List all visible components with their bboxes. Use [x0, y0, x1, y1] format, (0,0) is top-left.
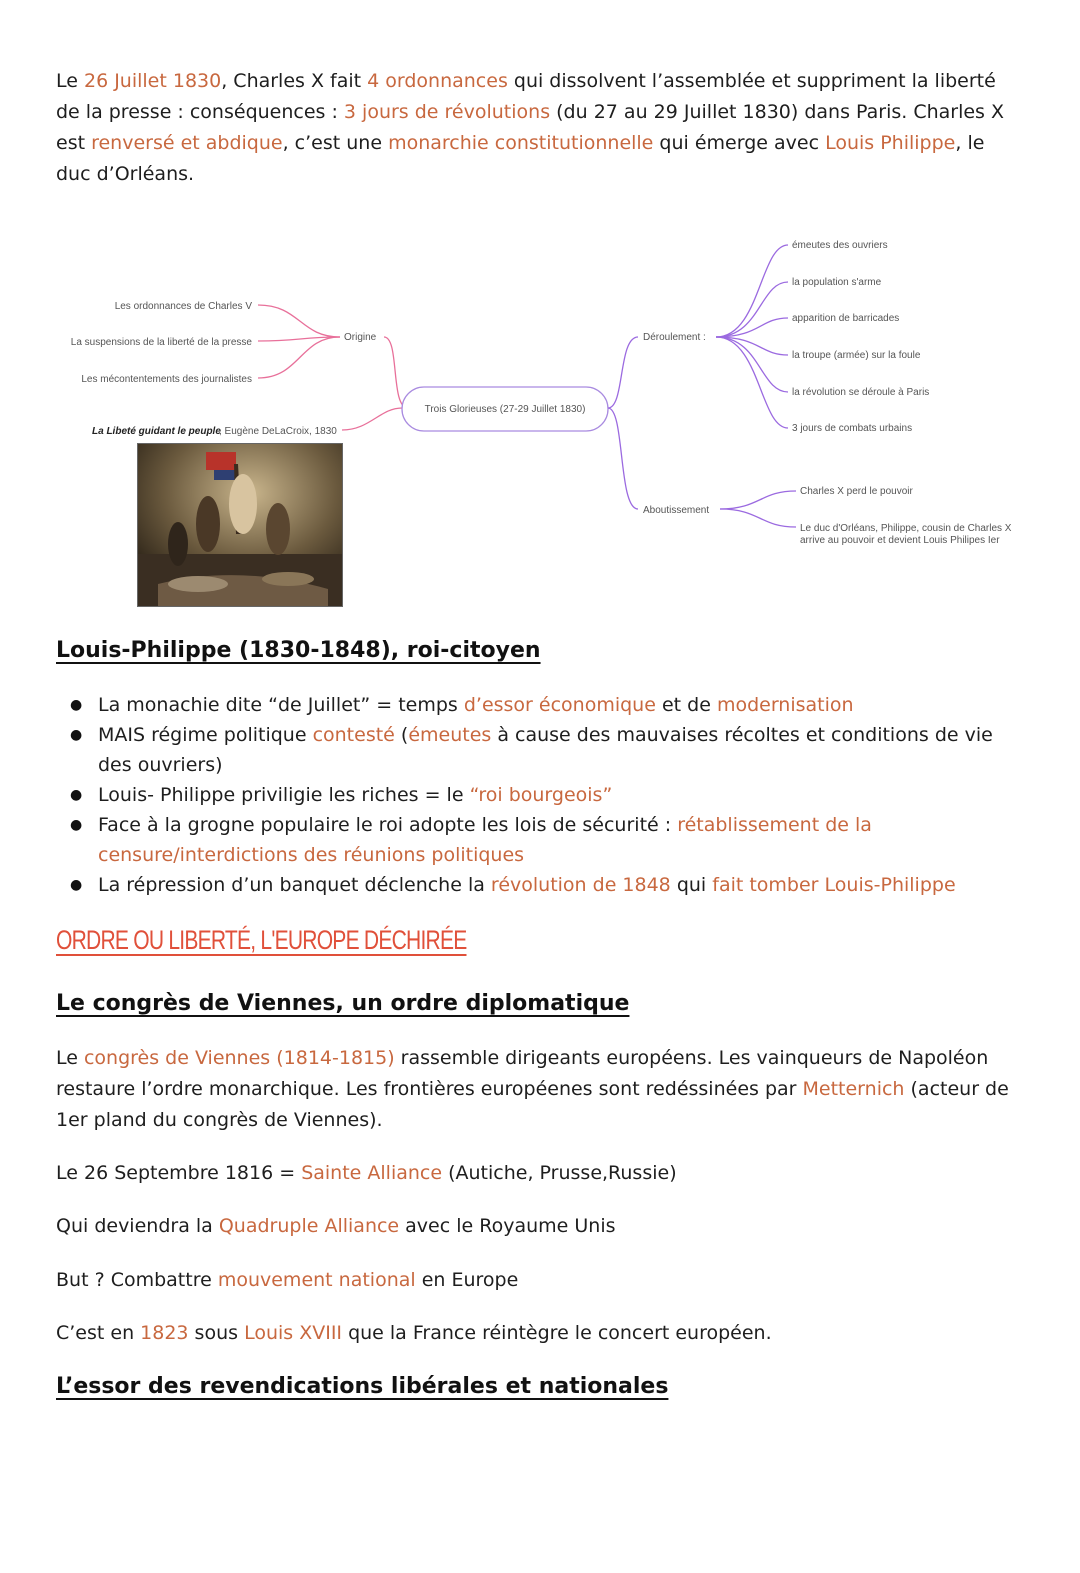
text: , Charles X fait	[221, 70, 368, 92]
highlight: Louis XVIII	[244, 1322, 343, 1344]
aboutissement-item-2-line-1: Le duc d'Orléans, Philippe, cousin de Charles X	[800, 523, 1012, 534]
highlight: Metternich	[802, 1078, 905, 1100]
text: Qui deviendra la	[56, 1215, 219, 1237]
text: à cause des mauvaises récoltes et conditions de vie des ouvriers)	[98, 724, 993, 776]
text: Louis- Philippe priviligie les riches = le	[98, 784, 470, 806]
text: en Europe	[415, 1269, 519, 1291]
highlight: renversé et abdique	[91, 132, 283, 154]
text: avec le Royaume Unis	[399, 1215, 616, 1237]
aboutissement-link-1	[720, 491, 796, 509]
deroulement-link-3	[716, 318, 788, 337]
highlight: modernisation	[716, 694, 854, 716]
text: qui émerge avec	[653, 132, 826, 154]
text: La monachie dite “de Juillet” = temps	[98, 694, 464, 716]
deroulement-link-6	[716, 337, 788, 428]
text: C’est en	[56, 1322, 141, 1344]
aboutissement-link-2	[720, 509, 796, 527]
highlight: 26 Juillet 1830	[83, 70, 222, 92]
highlight: émeutes	[408, 724, 492, 746]
deroulement-item-4: la troupe (armée) sur la foule	[792, 350, 921, 361]
origine-item-1: Les ordonnances de Charles V	[114, 301, 252, 312]
text: Le 26 Septembre 1816 =	[56, 1162, 302, 1184]
text: (acteur de 1er pland du congrès de Viennes).	[56, 1078, 1009, 1131]
highlight: Quadruple Alliance	[218, 1215, 400, 1237]
text: rassemble dirigeants européens. Les vainqueurs de Napoléon restaure l’ordre monarchique. Les frontières européenes sont redéssinées par	[56, 1047, 989, 1100]
essor-heading: L’essor des revendications libérales et nationales	[56, 1374, 669, 1399]
list-item	[56, 810, 1024, 870]
highlight: 4 ordonnances	[367, 70, 508, 92]
text: MAIS régime politique	[98, 724, 313, 746]
origine-link-1	[258, 305, 340, 337]
origine-to-center	[384, 337, 408, 408]
but-line	[56, 1265, 518, 1296]
intro-paragraph	[56, 66, 1024, 190]
mind-map	[0, 225, 1024, 615]
vienne-heading: Le congrès de Viennes, un ordre diplomatique	[56, 991, 630, 1016]
aboutissement-item-2-line-2: arrive au pouvoir et devient Louis Philipes Ier	[800, 535, 1000, 546]
text: qui dissolvent l’assemblée et suppriment la liberté de la presse : conséquences :	[56, 70, 996, 123]
highlight: Louis Philippe	[825, 132, 956, 154]
painting-image	[137, 443, 343, 607]
louis-philippe-heading: Louis-Philippe (1830-1848), roi-citoyen	[56, 638, 541, 663]
deroulement-label: Déroulement :	[643, 332, 706, 343]
deroulement-link-5	[716, 337, 788, 392]
text: que la France réintègre le concert européen.	[342, 1322, 772, 1344]
text: Face à la grogne populaire le roi adopte les lois de sécurité :	[98, 814, 678, 836]
highlight: rétablissement de la censure/interdictions des réunions politiques	[98, 814, 872, 866]
highlight: 1823	[140, 1322, 189, 1344]
painting-caption-author: , Eugène DeLaCroix, 1830	[219, 426, 337, 437]
origine-item-2: La suspensions de la liberté de la presse	[70, 337, 252, 348]
text: qui	[670, 874, 713, 896]
painting-illustration	[138, 444, 342, 606]
deroulement-item-6: 3 jours de combats urbains	[792, 423, 913, 434]
list-item	[56, 690, 1024, 720]
text: , c’est une	[282, 132, 389, 154]
highlight: d’essor économique	[463, 694, 656, 716]
center-label: Trois Glorieuses (27-29 Juillet 1830)	[424, 404, 586, 415]
list-item	[56, 870, 1024, 900]
deroulement-item-3: apparition de barricades	[792, 313, 900, 324]
text: Le	[56, 1047, 84, 1069]
highlight: mouvement national	[217, 1269, 416, 1291]
vienne-paragraph	[56, 1043, 1024, 1136]
text: sous	[188, 1322, 245, 1344]
list-item	[56, 720, 1024, 780]
text: But ? Combattre	[56, 1269, 218, 1291]
list-item	[56, 780, 1024, 810]
deroulement-item-2: la population s'arme	[792, 277, 882, 288]
text: Le	[56, 70, 84, 92]
highlight: monarchie constitutionnelle	[388, 132, 654, 154]
deroulement-item-1: émeutes des ouvriers	[792, 240, 888, 251]
text: (Autiche, Prusse,Russie)	[442, 1162, 677, 1184]
origine-item-3: Les mécontentements des journalistes	[81, 374, 252, 385]
text: et de	[655, 694, 717, 716]
highlight: “roi bourgeois”	[469, 784, 613, 806]
aboutissement-item-1: Charles X perd le pouvoir	[800, 486, 913, 497]
highlight: congrès de Viennes (1814-1815)	[83, 1047, 395, 1069]
highlight: Sainte Alliance	[301, 1162, 443, 1184]
louis-philippe-list	[56, 690, 1024, 900]
section-title: ORDRE OU LIBERTÉ, L'EUROPE DÉCHIRÉE	[56, 925, 467, 955]
deroulement-item-5: la révolution se déroule à Paris	[792, 387, 930, 398]
sainte-alliance-line	[56, 1158, 677, 1189]
text: La répression d’un banquet déclenche la	[98, 874, 491, 896]
highlight: 3 jours de révolutions	[343, 101, 551, 123]
origine-link-3	[258, 337, 340, 378]
text: , le duc d’Orléans.	[56, 132, 985, 185]
center-to-aboutissement	[608, 408, 638, 509]
highlight: contesté	[312, 724, 395, 746]
aboutissement-label: Aboutissement	[643, 505, 710, 516]
center-to-deroulement	[608, 337, 638, 408]
text: (	[394, 724, 409, 746]
concert-line	[56, 1318, 772, 1349]
highlight: fait tomber Louis-Philippe	[712, 874, 956, 896]
origine-label: Origine	[344, 332, 377, 343]
quadruple-alliance-line	[56, 1211, 616, 1242]
text: (du 27 au 29 Juillet 1830) dans Paris. Charles X est	[56, 101, 1005, 154]
painting-to-center	[342, 408, 402, 430]
highlight: révolution de 1848	[490, 874, 671, 896]
deroulement-link-1	[716, 245, 788, 337]
deroulement-link-2	[716, 282, 788, 337]
painting-caption-title: La Libeté guidant le peuple	[92, 426, 221, 437]
